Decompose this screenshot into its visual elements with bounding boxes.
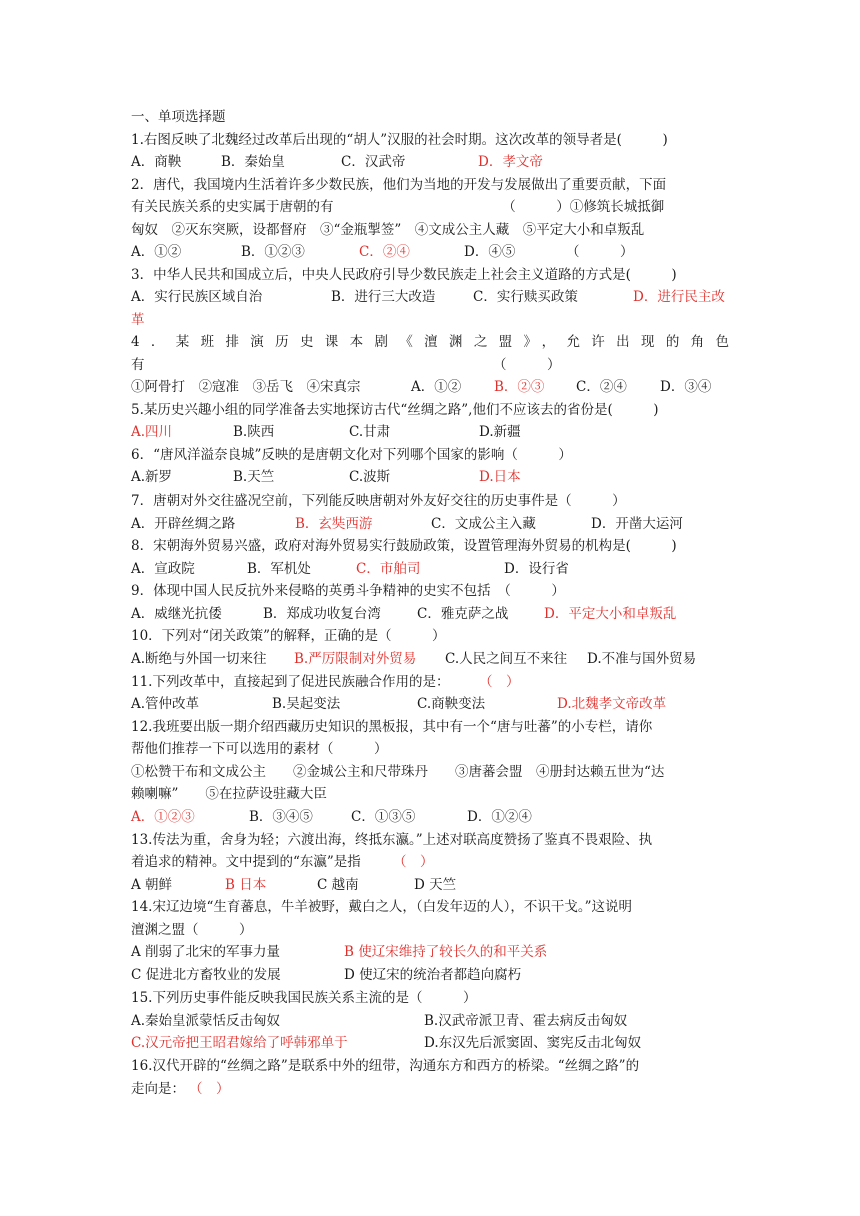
q3-option-a: A．实行民族区域自治 xyxy=(131,289,263,305)
q3-option-d-answer: D．进行民主改 xyxy=(633,289,725,305)
q9-option-c: C．雅克萨之战 xyxy=(417,606,509,622)
q11-option-d-answer: D.北魏孝文帝改革 xyxy=(557,696,667,712)
q16-paren: （ ） xyxy=(189,1081,230,1097)
q12-option-a-answer: A．①②③ xyxy=(131,809,195,825)
q2-option-c-answer: C．②④ xyxy=(359,244,410,260)
q7-option-b-answer: B．玄奘西游 xyxy=(295,516,373,532)
q1-option-c: C．汉武帝 xyxy=(341,154,406,170)
question-12-line-4: 赖喇嘛” ⑤在拉萨设驻藏大臣 xyxy=(131,786,327,802)
question-12-line-2: 帮他们推荐一下可以选用的素材（ ） xyxy=(131,741,388,757)
q5-option-a-answer: A.四川 xyxy=(131,424,173,440)
q4-option-a: A．①② xyxy=(411,379,462,395)
q7-option-a: A．开辟丝绸之路 xyxy=(131,516,236,532)
question-11-stem: 11.下列改革中，直接起到了促进民族融合作用的是： xyxy=(131,674,450,690)
q12-option-d: D．①②④ xyxy=(467,809,532,825)
question-5-stem: 5.某历史兴趣小组的同学准备去实地探访古代“丝绸之路”,他们不应该去的省份是( ) xyxy=(131,402,659,418)
q15-option-a: A.秦始皇派蒙恬反击匈奴 xyxy=(131,1013,281,1029)
q8-option-d: D．设行省 xyxy=(504,561,569,577)
question-6-stem: 6．“唐风洋溢奈良城”反映的是唐朝文化对下列哪个国家的影响（ ） xyxy=(131,447,572,463)
question-2-line-1: 2．唐代，我国境内生活着许多少数民族，他们为当地的开发与发展做出了重要贡献，下面 xyxy=(131,177,667,193)
question-1-stem: 1.右图反映了北魏经过改革后出现的“胡人”汉服的社会时期。这次改革的领导者是( ) xyxy=(131,132,668,148)
q2-option-b: B．①②③ xyxy=(241,244,305,260)
q14-option-a: A 削弱了北宋的军事力量 xyxy=(131,944,281,960)
q13-paren: （ ） xyxy=(393,854,434,870)
q5-option-c: C.甘肃 xyxy=(349,424,391,440)
q13-option-c: C 越南 xyxy=(317,877,359,893)
q10-option-b-answer: B.严厉限制对外贸易 xyxy=(294,651,417,667)
question-16-line-1: 16.汉代开辟的“丝绸之路”是联系中外的纽带，沟通东方和西方的桥梁。“丝绸之路”的 xyxy=(131,1058,640,1074)
section-title: 一、单项选择题 xyxy=(131,109,226,125)
q9-option-d-answer: D．平定大小和卓叛乱 xyxy=(544,606,677,622)
q14-option-b-answer: B 使辽宋维持了较长久的和平关系 xyxy=(344,944,548,960)
question-13-line-1: 13.传法为重，舍身为轻；六渡出海，终抵东瀛。”上述对联高度赞扬了鉴真不畏艰险、执 xyxy=(131,832,653,848)
q3-option-b: B．进行三大改造 xyxy=(331,289,436,305)
q13-option-d: D 天竺 xyxy=(414,877,457,893)
q2-option-d: D．④⑤ xyxy=(464,244,516,260)
q6-option-d-answer: D.日本 xyxy=(479,469,521,485)
question-2-line-2: 有关民族关系的史实属于唐朝的有 （ ）①修筑长城抵御 xyxy=(131,199,665,215)
q2-paren: （ ） xyxy=(566,244,634,260)
q1-option-d-answer: D．孝文帝 xyxy=(478,154,543,170)
q4-option-d: D．③④ xyxy=(660,379,712,395)
q10-option-c: C.人民之间互不来往 xyxy=(445,651,568,667)
q4-choices: ①阿骨打 ②寇准 ③岳飞 ④宋真宗 xyxy=(131,379,361,395)
q8-option-c-answer: C．市舶司 xyxy=(356,561,421,577)
question-15-stem: 15.下列历史事件能反映我国民族关系主流的是（ ） xyxy=(131,990,477,1006)
question-7-stem: 7．唐朝对外交往盛况空前，下列能反映唐朝对外友好交往的历史事件是（ ） xyxy=(131,493,626,509)
question-3-stem: 3．中华人民共和国成立后，中央人民政府引导少数民族走上社会主义道路的方式是( ) xyxy=(131,267,677,283)
q1-option-a: A．商鞅 xyxy=(131,154,182,170)
q11-paren: （ ） xyxy=(479,674,520,690)
question-12-line-3: ①松赞干布和文成公主 ②金城公主和尺带珠丹 ③唐蕃会盟 ④册封达赖五世为“达 xyxy=(131,764,665,780)
q10-option-d: D.不准与国外贸易 xyxy=(587,651,697,667)
question-8-stem: 8．宋朝海外贸易兴盛，政府对海外贸易实行鼓励政策，设置管理海外贸易的机构是( ) xyxy=(131,538,677,554)
q15-option-d: D.东汉先后派窦固、窦宪反击北匈奴 xyxy=(424,1035,642,1051)
q14-option-c: C 促进北方畜牧业的发展 xyxy=(131,967,281,983)
q6-option-b: B.天竺 xyxy=(233,469,275,485)
q8-option-b: B．军机处 xyxy=(247,561,311,577)
q8-option-a: A．宣政院 xyxy=(131,561,195,577)
q2-option-a: A．①② xyxy=(131,244,182,260)
q11-option-c: C.商鞅变法 xyxy=(417,696,486,712)
question-12-line-1: 12.我班要出版一期介绍西藏历史知识的黑板报，其中有一个“唐与吐蕃”的小专栏，请你 xyxy=(131,719,653,735)
q14-option-d: D 使辽宋的统治者都趋向腐朽 xyxy=(344,967,522,983)
q15-option-b: B.汉武帝派卫青、霍去病反击匈奴 xyxy=(424,1013,628,1029)
q9-option-b: B．郑成功收复台湾 xyxy=(263,606,381,622)
q6-option-a: A.新罗 xyxy=(131,469,173,485)
q3-option-c: C．实行赎买政策 xyxy=(473,289,578,305)
q3-option-d-continued: 革 xyxy=(131,312,145,328)
q9-option-a: A．威继光抗倭 xyxy=(131,606,222,622)
q4-option-b-answer: B．②③ xyxy=(494,379,545,395)
question-4-line-1: 4．某班排演历史课本剧《澶渊之盟》，允许出现的角色 xyxy=(131,334,729,350)
q1-option-b: B．秦始皇 xyxy=(221,154,285,170)
q7-option-c: C．文成公主入藏 xyxy=(431,516,536,532)
q10-option-a: A.断绝与外国一切来往 xyxy=(131,651,267,667)
question-9-stem: 9．体现中国人民反抗外来侵略的英勇斗争精神的史实不包括 （ ） xyxy=(131,583,565,599)
q11-option-b: B.吴起变法 xyxy=(272,696,341,712)
question-10-stem: 10．下列对“闭关政策”的解释，正确的是（ ） xyxy=(131,628,446,644)
q4-stem-end: 有 xyxy=(131,357,145,373)
q13-option-a: A 朝鲜 xyxy=(131,877,173,893)
q6-option-c: C.波斯 xyxy=(349,469,391,485)
q15-option-c-answer: C.汉元帝把王昭君嫁给了呼韩邪单于 xyxy=(131,1035,348,1051)
q12-option-b: B．③④⑤ xyxy=(249,809,313,825)
question-14-line-1: 14.宋辽边境“生育蕃息，牛羊被野，戴白之人，（白发年迈的人），不识干戈。”这说明 xyxy=(131,899,633,915)
q12-option-c: C．①③⑤ xyxy=(351,809,416,825)
question-14-line-2: 澶渊之盟（ ） xyxy=(131,922,253,938)
q4-paren: （ ） xyxy=(493,357,561,373)
q11-option-a: A.管仲改革 xyxy=(131,696,200,712)
q5-option-b: B.陕西 xyxy=(233,424,275,440)
q4-option-c: C．②④ xyxy=(576,379,627,395)
q5-option-d: D.新疆 xyxy=(479,424,521,440)
question-13-stem-end: 着追求的精神。文中提到的“东瀛”是指 xyxy=(131,854,361,870)
question-16-stem-end: 走向是： xyxy=(131,1081,185,1097)
q7-option-d: D．开凿大运河 xyxy=(591,516,683,532)
q13-option-b-answer: B 日本 xyxy=(225,877,267,893)
question-2-line-3: 匈奴 ②灭东突厥，设都督府 ③“金瓶掣签” ④文成公主人藏 ⑤平定大小和卓叛乱 xyxy=(131,222,645,238)
